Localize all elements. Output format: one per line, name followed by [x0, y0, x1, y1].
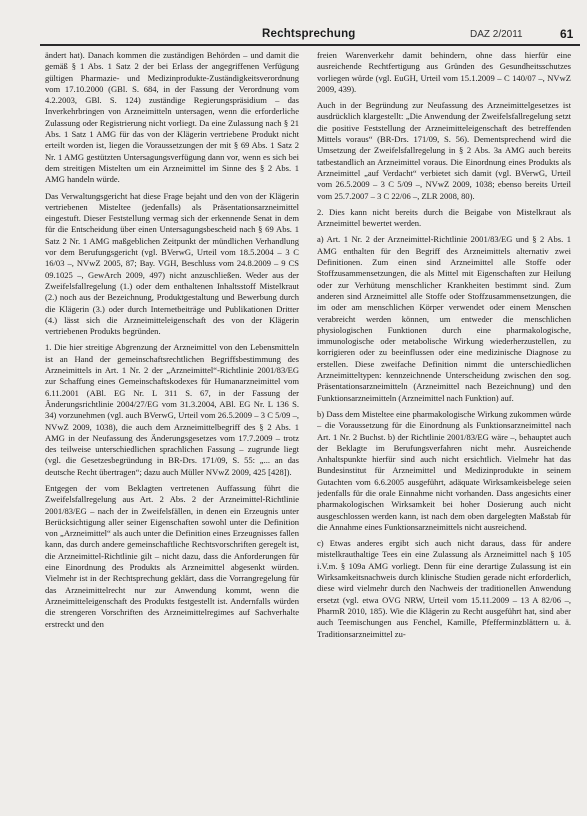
paragraph: 1. Die hier streitige Abgrenzung der Arzneimittel von den Lebensmitteln ist an Hand der gemeinschaftsrechtlichen Begriffsbestimmung des Arzneimittels in Art. 1 Nr. 2 der „Arzneimittel“-Richtlinie 2001/83/EG zur Schaffung eines Gemeinschaftskodexes für Humanarzneimittel vom 6.11.2001 (ABl. EG Nr. L 311 S. 67, in der Fassung der Änderungsrichtlinie 2004/27/EG vom 31.3.2004, ABl. EG Nr. L 136 S. 34) vorzunehmen (vgl. auch BVerwG, Urteil vom 26.5.2009 – 3 C 5/09 –, NVwZ 2009, 1038), die auch dem Arzneimittelbegriff des § 2 Abs. 1 AMG in der Neufassung des Änderungsgesetzes vom 17.7.2009 – trotz des teilweise unterschiedlichen sprachlichen Fassung – zugrunde liegt (vgl. die Gesetzesbegründung in BR-Drs. 171/09, S. 55: „... an das deutsche Recht übertragen“; dazu auch Müller NVwZ 2009, 425 [428]). — [45, 342, 299, 477]
right-column — [317, 50, 571, 810]
paragraph: 2. Dies kann nicht bereits durch die Beigabe von Mistelkraut als Arzneimittel bewertet werden. — [317, 206, 571, 229]
paragraph: Auch in der Begründung zur Neufassung des Arzneimittelgesetzes ist ausdrücklich klargestellt: „Die Anwendung der Zweifelsfallregelung setzt die positive Feststellung der Arzneimitteleigenschaft des betreffenden Mittels voraus“ (BR-Drs. 171/09, S. 56). Dementsprechend wird die Umsetzung der Zweifelsfallregelung in § 2 Abs. 3a AMG auch bereits tatbestandlich an Arzneimittel voraus. Die Einordnung eines Produkts als Arzneimittel „auf Verdacht“ verbietet sich damit (vgl. BVerwG, Urteil vom 26.5.2009 – 3 C 5/09 –, NVwZ 2009, 1038; ebenso bereits Urteil vom 25.7.2007 – 3 C 22/06 –, ZLR 2008, 80). — [317, 100, 571, 201]
paragraph: Das Verwaltungsgericht hat diese Frage bejaht und den von der Klägerin vertriebenen Misteltee (jedenfalls) als Präsentationsarzneimittel eingestuft. Dieser Feststellung vermag sich der erkennende Senat in dem für die Entscheidung über einen Untersagungsbescheid nach § 69 Abs. 1 Satz 2 Nr. 1 AMG maßgeblichen Zeitpunkt der mündlichen Verhandlung vor dem Berufungsgericht (vgl. BVerwG, Urteil vom 18.5.2004 – 3 C 16/03 –, NVwZ 2005, 87; Bay. VGH, Beschluss vom 24.8.2009 – 9 CS 09.1025 –, GewArch 2009, 497) nicht anzuschließen. Weder aus der Zweifelsfallregelung (1.) oder dem enthaltenen Inhaltsstoff Mistelkraut (2.) noch aus der Bezeichnung, Produktgestaltung und Bewerbung durch die Klägerin (3.) oder durch Internetbeiträge und Publikationen Dritter (4.) lässt sich die Arzneimitteleigenschaft des von der Klägerin vertriebenen Produkts begründen. — [45, 190, 299, 337]
left-column — [45, 50, 299, 810]
paragraph: freien Warenverkehr damit behindern, ohne dass hierfür eine ausreichende Rechtfertigung aus Gründen des Gesundheitsschutzes vorliegen würde (vgl. EuGH, Urteil vom 15.1.2009 – C 140/07 –, NVwZ 2009, 439). — [317, 50, 571, 94]
paragraph: b) Dass dem Misteltee eine pharmakologische Wirkung zukommen würde – die Voraussetzung für die Einordnung als Funktionsarzneimittel nach Art. 1 Nr. 2 Buchst. b) der Richtlinie 2001/83/EG wäre –, behauptet auch der Beklagte im Berufungsverfahren nicht mehr. Ausreichende Anhaltspunkte hierfür sind auch nicht ersichtlich. Vielmehr hat das Bundesinstitut für Arzneimittel und Medizinprodukte in seinem Gutachten vom 6.6.2005 ausgeführt, adäquate Wirksamkeisbelege seien jedenfalls für die orale Einnahme nicht vorhanden. Dass angesichts einer pharmakologischen Wirksamkeit bei hoher Dosierung auch nicht ausgeschlossen werden kann, ist nach dem oben dargelegten Maßstab für die Annahme eines Funktionsarzneimittels nicht ausreichend. — [317, 408, 571, 532]
paragraph: c) Etwas anderes ergibt sich auch nicht daraus, dass für andere mistelkrauthaltige Tees ein eine Zulassung als Arzneimittel nach § 105 i.V.m. § 109a AMG vorliegt. Denn für eine derartige Zulassung ist ein Wirksamkeitsnachweis durch klinische Studien gerade nicht erforderlich, diese wird vielmehr durch den Nachweis der traditionellen Anwendung ersetzt (vgl. etwa OVG NRW, Urteil vom 15.11.2009 – 13 A 82/06 –, PharmR 2010, 185). Wie die Klägerin zu Recht ausgeführt hat, sind aber auch Teemischungen aus Fenchel, Kamille, Pfefferminzblättern u. ä. Traditionsarzneimittel zu- — [317, 538, 571, 639]
header-rule — [40, 44, 580, 46]
page-number: 61 — [560, 27, 574, 41]
section-title: Rechtsprechung — [262, 28, 356, 40]
paragraph: Entgegen der vom Beklagten vertretenen Auffassung führt die Zweifelsfallregelung aus Art. 2 Abs. 2 der Arzneimittel-Richtlinie 2001/83/EG – nach der in Zweifelsfällen, in denen ein Erzeugnis unter Berücksichtigung aller seiner Eigenschaften sowohl unter die Definition von „Arzneimittel“ als auch unter die Definition eines Erzeugnisses fallen kann, das durch andere gemeinschaftliche Rechtsvorschriften geregelt ist, die Arzneimittel-Richtlinie gilt – nicht dazu, dass die Anforderungen für eine Einordnung des Produkts als Arzneimittel abgesenkt würden. Vielmehr ist in der Rechtsprechung geklärt, dass die Vorrangregelung für das Arzneimittelrecht nur zur Anwendung kommt, wenn die Arzneimitteleigenschaft des Produkts festgestellt ist. Andernfalls würden die strengeren Vorschriften des Arzneimittelregimes auf Sachverhalte erstreckt und den — [45, 482, 299, 629]
issue-label: DAZ 2/2011 — [470, 29, 523, 40]
paragraph: a) Art. 1 Nr. 2 der Arzneimittel-Richtlinie 2001/83/EG und § 2 Abs. 1 AMG enthalten für den Begriff des Arzneimittels alternativ zwei Definitionen. Zum einen sind Arzneimittel alle Stoffe oder Stoffzusammensetzungen, die als Mittel mit Eigenschaften zur Heilung oder zur Verhütung menschlicher Krankheiten bestimmt sind. Zum anderen sind Arzneimittel alle Stoffe oder Stoffzusammensetzungen, die im oder am menschlichen Körper verwendet oder einem Menschen verabreicht werden können, um entweder die menschlichen physiologischen Funktionen durch eine pharmakologische, immunologische oder metabolische Wirkung wiederherzustellen, zu korrigieren oder zu beeinflussen oder eine medizinische Diagnose zu erstellen. Diese zweifache Definition nimmt die unterschiedlichen Arzneimitteltypen: kennzeichnende Unterscheidung zwischen den sog. Präsentationsarzneimitteln (Arzneimittel nach Bezeichnung) und den Funktionsarzneimitteln (Arzneimittel nach Funktion) auf. — [317, 234, 571, 403]
paragraph: ändert hat). Danach kommen die zuständigen Behörden – und damit die gemäß § 1 Abs. 1 Satz 2 der bei Erlass der angegriffenen Verfügung gültigen Pharmazie- und Medizinprodukte-Zuständigkeitsverordnung vom 17.10.2000 (GBl. S. 684, in der Fassung der Verordnung vom 4.2.2003, GBl. S. 124) zuständige Regierungspräsidium – das Inverkehrbringen von Arzneimitteln untersagen, wenn die erforderliche Zulassung oder Registrierung nicht vorliegt. Da eine Zulassung nach § 21 Abs. 1 Satz 1 AMG für das von der Klägerin vertriebene Produkt nicht erteilt worden ist, liegen die Voraussetzungen der mit § 69 Abs. 1 Satz 2 Nr. 1 AMG gestützten Untersagungsverfügung dann vor, wenn es sich bei dem streitigen Mistelten um ein Arzneimittel im Sinne des § 2 Abs. 1 AMG handeln würde. — [45, 50, 299, 185]
